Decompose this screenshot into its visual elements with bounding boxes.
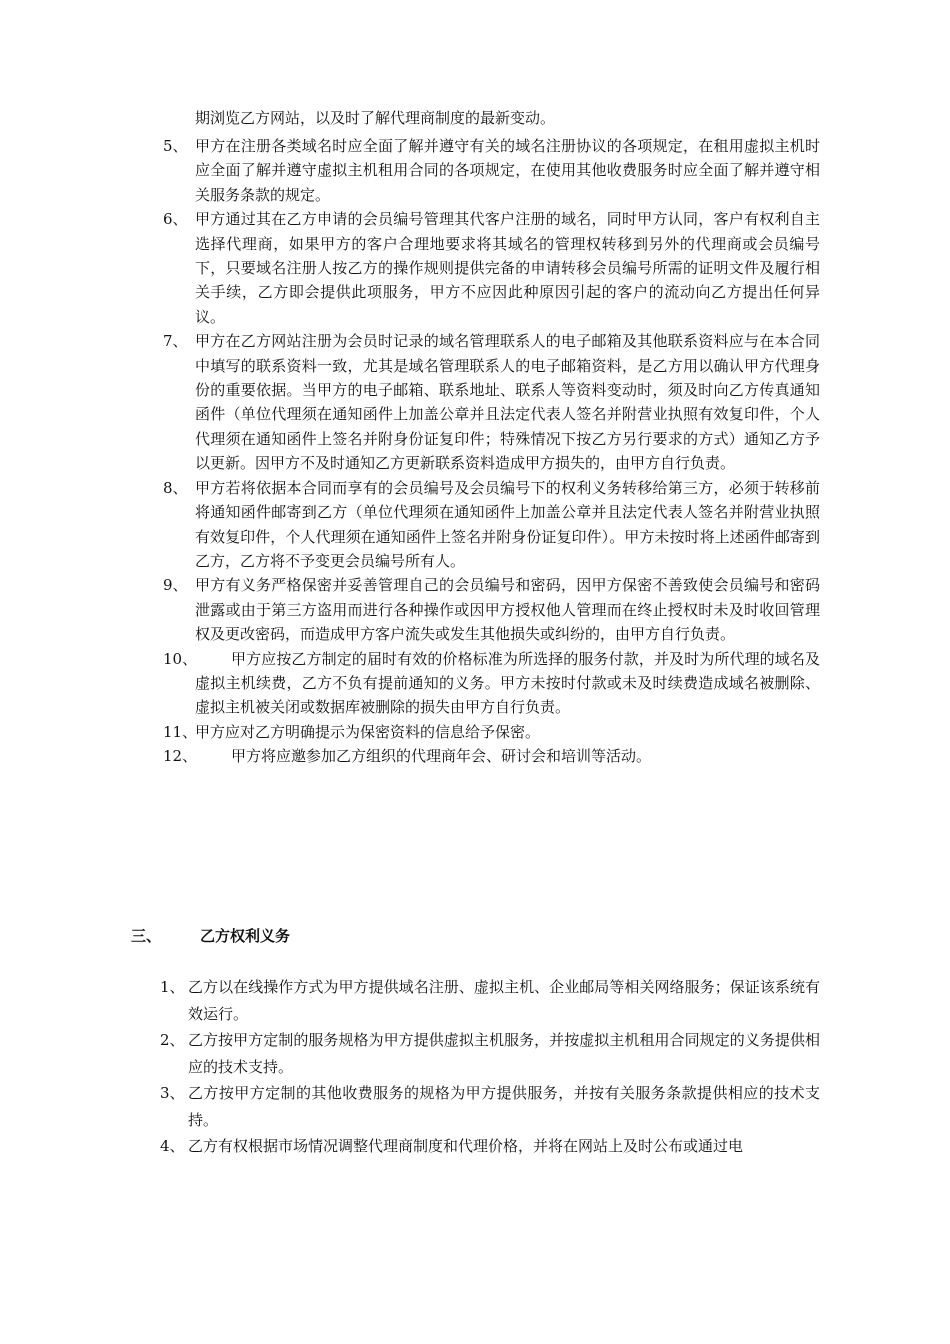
section-number: 三、 xyxy=(131,927,162,945)
clause-text: 乙方以在线操作方式为甲方提供域名注册、虚拟主机、企业邮局等相关网络服务；保证该系统有效运行。 xyxy=(188,978,820,1023)
clause-list-party-b-rights xyxy=(0,974,950,1160)
clause-item-2 xyxy=(0,1027,950,1080)
clause-text: 甲方在注册各类域名时应全面了解并遵守有关的域名注册协议的各项规定，在租用虚拟主机时应全面了解并遵守虚拟主机租用合同的各项规定，在使用其他收费服务时应全面了解并遵守相关服务条款的规定。 xyxy=(195,137,820,204)
clause-number: 11、 xyxy=(163,722,198,741)
clause-number: 10、 xyxy=(163,649,198,668)
clause-text: 甲方有义务严格保密并妥善管理自己的会员编号和密码，因甲方保密不善致使会员编号和密码泄露或由于第三方盗用而进行各种操作或因甲方授权他人管理而在终止授权时未及时收回管理权及更改密码，而造成甲方客户流失或发生其他损失或纠纷的，由甲方自行负责。 xyxy=(195,576,820,644)
clause-item-3 xyxy=(0,1080,950,1133)
clause-item-12 xyxy=(0,744,950,768)
clause-number: 1、 xyxy=(160,978,185,996)
clause-text: 甲方通过其在乙方申请的会员编号管理其代客户注册的域名，同时甲方认同，客户有权利自主选择代理商，如果甲方的客户合理地要求将其域名的管理权转移到另外的代理商或会员编号下，只要域名注册人按乙方的操作规则提供完备的申请转移会员编号所需的证明文件及履行相关手续，乙方即会提供此项服务，甲方不应因此种原因引起的客户的流动向乙方提出任何异议。 xyxy=(195,210,820,326)
clause-number: 7、 xyxy=(163,332,188,351)
clause-text: 甲方若将依据本合同而享有的会员编号及会员编号下的权利义务转移给第三方，必须于转移前将通知函件邮寄到乙方（单位代理须在通知函件上加盖公章并且法定代表人签名并附营业执照有效复印件，个人代理须在通知函件上签名并附身份证复印件）。甲方未按时将上述函件邮寄到乙方，乙方将不予变更会员编号所有人。 xyxy=(195,478,820,570)
clause-number: 4、 xyxy=(160,1137,185,1155)
clause-item-5 xyxy=(0,134,950,207)
clause-list-party-a-obligations xyxy=(0,134,950,769)
clause-item-1 xyxy=(0,974,950,1027)
clause-item-10 xyxy=(0,647,950,720)
clause-text: 乙方有权根据市场情况调整代理商制度和代理价格，并将在网站上及时公布或通过电 xyxy=(188,1137,744,1155)
continuation-text: 期浏览乙方网站，以及时了解代理商制度的最新变动。 xyxy=(195,109,556,127)
clause-number: 3、 xyxy=(160,1084,185,1102)
clause-text: 甲方在乙方网站注册为会员时记录的域名管理联系人的电子邮箱及其他联系资料应与在本合同中填写的联系资料一致，尤其是域名管理联系人的电子邮箱资料，是乙方用以确认甲方代理身份的重要依据。当甲方的电子邮箱、联系地址、联系人等资料变动时，须及时向乙方传真通知函件（单位代理须在通知函件上加盖公章并且法定代表人签名并附营业执照有效复印件，个人代理须在通知函件上签名并附身份证复印件；特殊情况下按乙方另行要求的方式）通知乙方予以更新。因甲方不及时通知乙方更新联系资料造成甲方损失的，由甲方自行负责。 xyxy=(195,332,820,473)
clause-text: 甲方将应邀参加乙方组织的代理商年会、研讨会和培训等活动。 xyxy=(231,747,652,766)
clause-item-11 xyxy=(0,720,950,744)
clause-number: 5、 xyxy=(163,137,188,155)
clause-text: 甲方应按乙方制定的届时有效的价格标准为所选择的服务付款，并及时为所代理的域名及虚拟主机续费，乙方不负有提前通知的义务。甲方未按时付款或未及时续费造成域名被删除、虚拟主机被关闭或数据库被删除的损失由甲方自行负责。 xyxy=(195,649,820,717)
clause-number: 2、 xyxy=(160,1031,185,1049)
clause-number: 8、 xyxy=(163,478,188,497)
clause-text: 乙方按甲方定制的其他收费服务的规格为甲方提供服务，并按有关服务条款提供相应的技术支持。 xyxy=(188,1084,820,1129)
clause-item-4 xyxy=(0,1133,950,1160)
section-title: 乙方权利义务 xyxy=(200,927,291,945)
section-heading-party-b-rights xyxy=(131,924,290,948)
clause-item-7 xyxy=(0,329,950,475)
clause-number: 12、 xyxy=(163,747,198,766)
clause-number: 6、 xyxy=(163,210,188,229)
clause-item-8 xyxy=(0,476,950,574)
clause-number: 9、 xyxy=(163,576,188,595)
clause-text: 甲方应对乙方明确提示为保密资料的信息给予保密。 xyxy=(195,722,541,741)
clause-item-9 xyxy=(0,573,950,646)
clause-text: 乙方按甲方定制的服务规格为甲方提供虚拟主机服务，并按虚拟主机租用合同规定的义务提供相应的技术支持。 xyxy=(188,1031,820,1076)
clause-item-6 xyxy=(0,207,950,329)
